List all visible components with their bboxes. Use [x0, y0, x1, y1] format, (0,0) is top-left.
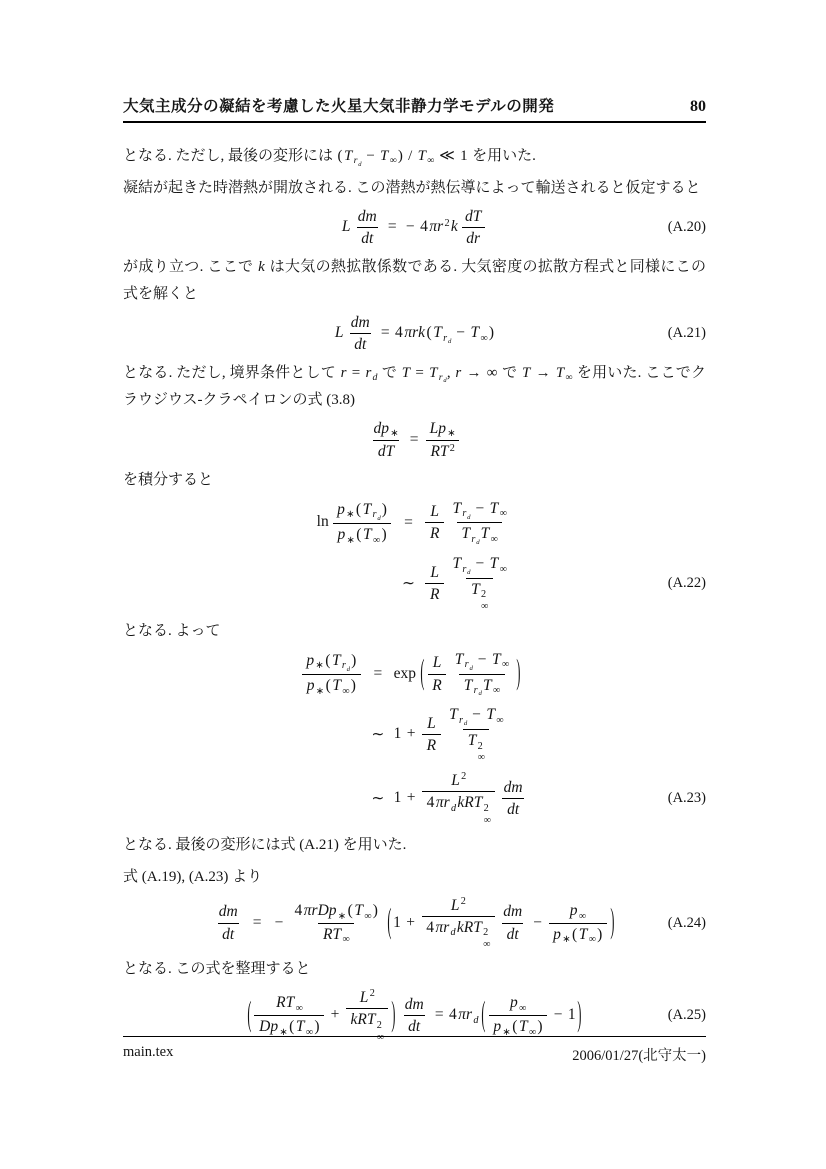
paragraph-text: となる. 最後の変形には式 (A.21) を用いた. — [123, 836, 407, 853]
inline-math: r → ∞ — [455, 364, 498, 381]
page-title: 大気主成分の凝結を考慮した火星大気非静力学モデルの開発 — [123, 98, 555, 115]
equation-grid — [123, 313, 706, 355]
equation-relation: = — [404, 513, 413, 531]
display-equation-A22 — [123, 499, 706, 613]
inline-math: $T = T_{r_d}$ — [401, 364, 447, 385]
equation-rhs: $\frac{L}{R}$ $T_{r_d}- T_\infty$ $T_{r_d}T_\infty$ — [424, 499, 514, 547]
equation-lhs: $p_∗(T_{r_d})$ $p_∗(T_\infty)$ — [300, 651, 363, 698]
paragraph-text: となる. この式を整理すると — [123, 961, 311, 977]
equation-row: $\frac{dp_∗}{dT}$ = $\frac{Lp_∗}{RT^2}$ — [367, 419, 462, 462]
equation-relation: ∼ — [371, 790, 385, 808]
equation-number: (A.23) — [667, 790, 706, 807]
paragraph — [123, 175, 706, 202]
equation-grid — [123, 499, 706, 613]
paragraph — [123, 143, 706, 170]
equation-number: (A.21) — [667, 325, 706, 342]
equation-relation: ∼ — [401, 574, 415, 592]
paragraph-text: が成り立つ. ここで — [123, 258, 258, 275]
paragraph-text: を用いた. — [468, 148, 536, 164]
equation-number: (A.20) — [667, 219, 706, 236]
equation-number: (A.25) — [667, 1007, 706, 1024]
display-equation-A20 — [123, 207, 706, 249]
page-footer — [123, 1036, 706, 1065]
paragraph-text: となる. ただし, 境界条件として — [123, 364, 340, 381]
inline-math: k — [258, 258, 265, 275]
paragraph-text: を用いた. ここでクラウジウス-クラペイロンの式 (3.8) — [123, 364, 706, 408]
equation-row: ( $\frac{RT_\infty}{Dp_∗(T_\infty)}$ + $L^2$ kRT 2 ∞ ) $\frac{dm}{dt}$ = $4\pi r_d$ ( $\frac{p_\infty}{p_∗(T_\infty)}$ − 1 ) — [247, 988, 582, 1043]
paragraph-text: となる. ただし, 最後の変形には — [123, 148, 337, 164]
equation-relation: ∼ — [371, 726, 385, 744]
equation-relation: = — [252, 914, 262, 932]
equation-number: (A.22) — [667, 574, 706, 591]
equation-number: (A.24) — [667, 914, 706, 931]
equation-rhs: exp ( $\frac{L}{R}$ $T_{r_d}- T_\infty$ $T_{r_d}T_\infty$ ) — [393, 650, 521, 698]
equation-rhs: 1 + $\frac{L}{R}$ $T_{r_d}- T_\infty$ T 2 ∞ — [393, 706, 504, 764]
footer-date-author: 2006/01/27(北守太一) — [572, 1048, 706, 1064]
paragraph-text: 凝結が起きた時潜熱が開放される. この潜熱が熱伝導によって輸送されると仮定すると — [123, 180, 701, 196]
page-header — [123, 94, 706, 123]
document-body — [123, 128, 706, 1045]
paragraph — [123, 618, 706, 645]
paragraph — [123, 360, 706, 414]
paragraph-text: で — [377, 364, 402, 381]
equation-row: L $\frac{dm}{dt}$ = − $4\pi r^2k$ $\frac{dT}{dr}$ — [341, 207, 488, 249]
equation-relation: = — [373, 665, 383, 683]
inline-math: $r = r_d$ — [340, 364, 378, 383]
page-number: 80 — [690, 98, 706, 115]
inline-math: $T \to T_\infty$ — [522, 364, 573, 383]
equation-grid — [123, 650, 706, 827]
equation-grid — [123, 419, 706, 462]
equation-grid — [123, 896, 706, 951]
equation-row: L $\frac{dm}{dt}$ = $4\pi rk(T_{r_d}- T_\infty)$ — [334, 313, 495, 354]
inline-math: ( $T_{r_d}- T_\infty) / T_\infty$ ≪ 1 — [337, 148, 468, 168]
display-equation-A24 — [123, 896, 706, 951]
equation-lhs: ln $p_∗(T_{r_d})$ $p_∗(T_\infty)$ — [316, 500, 394, 547]
paragraph — [123, 467, 706, 494]
display-equation-A21 — [123, 313, 706, 355]
display-equation-A23 — [123, 650, 706, 827]
paragraph-text: を積分すると — [123, 471, 214, 488]
paragraph-text: となる. よって — [123, 622, 221, 639]
paragraph — [123, 832, 706, 859]
paragraph — [123, 864, 706, 891]
paragraph-text: で — [498, 364, 522, 381]
footer-filename: main.tex — [123, 1044, 174, 1060]
display-equation — [123, 419, 706, 462]
equation-lhs: $\frac{dm}{dt}$ — [218, 903, 238, 943]
paragraph — [123, 956, 706, 983]
paragraph-text: は大気の熱拡散係数である. 大気密度の拡散方程式と同様にこの式を解くと — [123, 258, 706, 302]
equation-rhs: $\frac{L}{R}$ $T_{r_d}- T_\infty$ T 2 ∞ — [424, 554, 514, 613]
equation-grid — [123, 207, 706, 249]
paragraph-text: , — [446, 364, 455, 381]
paragraph-text: 式 (A.19), (A.23) より — [123, 868, 263, 885]
equation-rhs: − $4\pi rDp_∗(T_\infty)$ $RT_\infty$ ( 1 + $L^2$ $4\pi r_dkRT$ 2 ∞ $\frac{dm}{dt}$ − $\frac{p_\infty}{p_∗(T_\infty)}$ ) — [274, 895, 615, 951]
paragraph — [123, 254, 706, 308]
equation-rhs: 1 + $L^2$ $4\pi r_dkRT$ 2 ∞ $\frac{dm}{dt}$ — [393, 771, 523, 826]
